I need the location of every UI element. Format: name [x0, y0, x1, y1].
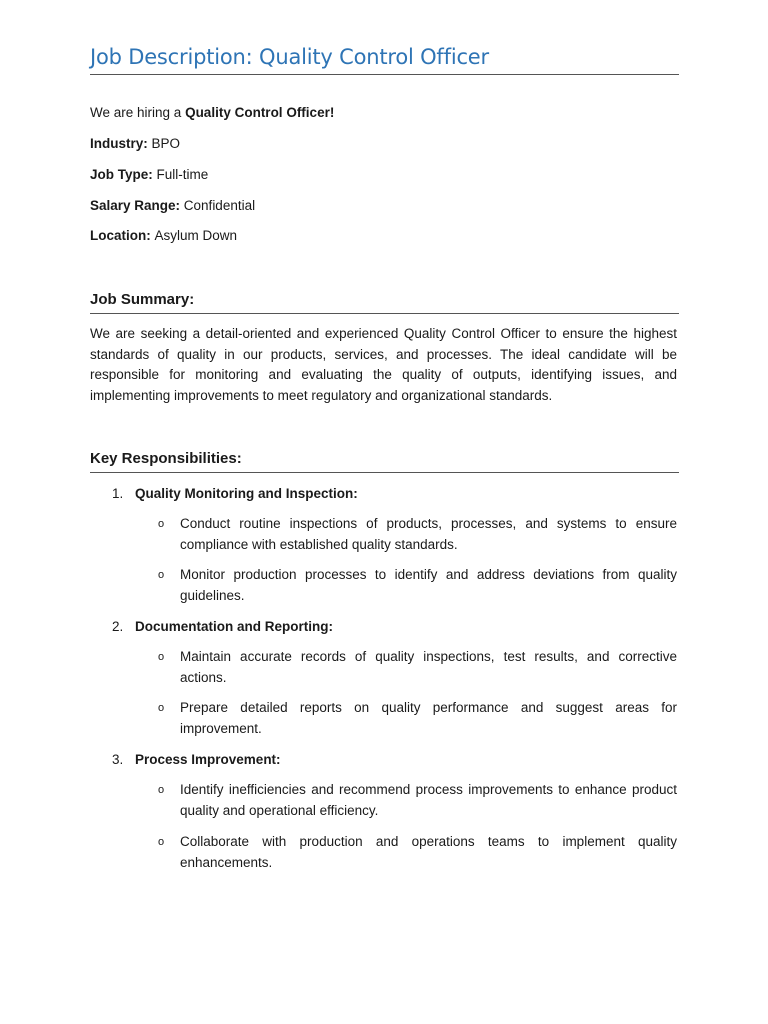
field-label: Job Type: [90, 167, 157, 182]
field-value: Confidential [183, 198, 256, 213]
item-label: Documentation and Reporting: [135, 619, 333, 634]
field-value: Asylum Down [154, 228, 238, 243]
field-job-type [90, 166, 208, 184]
bullet-text: Identify inefficiencies and recommend process improvements to enhance product quality and operational efficiency. [180, 782, 677, 818]
item-number: 1. [112, 486, 124, 501]
bullet-text: Maintain accurate records of quality inspections, test results, and corrective actions. [180, 649, 677, 685]
field-label: Salary Range: [90, 198, 184, 213]
bullet-icon: o [158, 651, 165, 663]
intro-prefix: We are hiring a [90, 105, 186, 120]
field-label: Location: [90, 228, 155, 243]
bullet-icon: o [158, 518, 165, 530]
field-value: BPO [151, 136, 181, 151]
bullet-icon: o [158, 836, 165, 848]
responsibility-item [112, 751, 281, 769]
summary-text: We are seeking a detail-oriented and experienced Quality Control Officer to ensure the highest standards of quality in our products, services, and processes. The ideal candidate will be responsible for monitoring and evaluating the quality of outputs, identifying issues, and implementing improvements to meet regulatory and organizational standards. [90, 326, 677, 403]
field-industry [90, 135, 180, 153]
intro-line [90, 104, 334, 122]
summary-heading: Job Summary: [90, 290, 679, 314]
field-salary-range [90, 197, 255, 215]
item-label: Process Improvement: [135, 752, 281, 767]
bullet-icon: o [158, 569, 165, 581]
document-title: Job Description: Quality Control Officer [90, 44, 679, 75]
field-location [90, 227, 237, 245]
bullet-icon: o [158, 702, 165, 714]
bullet-text: Prepare detailed reports on quality performance and suggest areas for improvement. [180, 700, 677, 736]
field-label: Industry: [90, 136, 152, 151]
bullet-text: Monitor production processes to identify and address deviations from quality guidelines. [180, 567, 677, 603]
responsibilities-heading: Key Responsibilities: [90, 449, 679, 473]
bullet-text: Conduct routine inspections of products, processes, and systems to ensure compliance with established quality standards. [180, 516, 677, 552]
item-label: Quality Monitoring and Inspection: [135, 486, 358, 501]
bullet-icon: o [158, 784, 165, 796]
responsibility-item [112, 618, 333, 636]
intro-position: Quality Control Officer! [185, 105, 335, 120]
bullet-text: Collaborate with production and operations teams to implement quality enhancements. [180, 834, 677, 870]
item-number: 2. [112, 619, 124, 634]
field-value: Full-time [156, 167, 209, 182]
item-number: 3. [112, 752, 124, 767]
responsibility-item [112, 485, 358, 503]
